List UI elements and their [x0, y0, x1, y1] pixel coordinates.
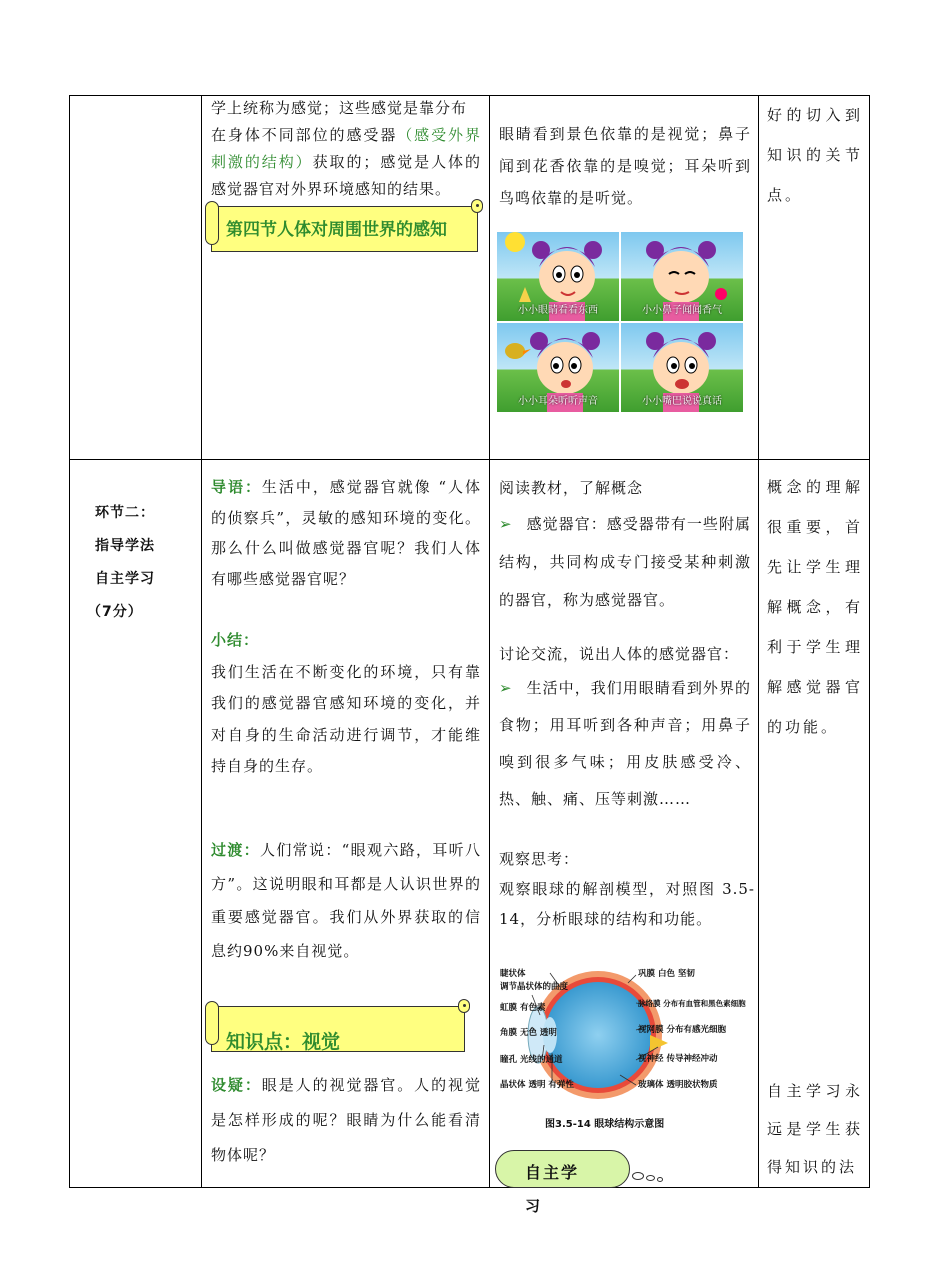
top-col3-text: 眼睛看到景色依靠的是视觉；鼻子闻到花香依靠的是嗅觉；耳朵听到鸟鸣依靠的是听觉。: [499, 125, 751, 207]
col-border-0: [69, 95, 70, 1188]
stage-line4: （7分）: [87, 604, 143, 620]
top-col2-green: （感受外界刺激的结构）: [211, 126, 481, 171]
label-pupil: 瞳孔 光线的通道: [500, 1055, 563, 1065]
picture-eyes: [497, 232, 619, 321]
bottom-col3-observe: [499, 844, 755, 934]
bottom-col4-text1: 概念的理解很重要，首先让学生理解概念，有利于学生理解感觉器官的功能。: [767, 478, 863, 736]
label-vitreous: 玻璃体 透明胶状物质: [638, 1080, 718, 1090]
label-iris: 虹膜 有色素: [500, 1003, 546, 1013]
col-border-2: [489, 95, 490, 1188]
stage-line2: 指导学法: [95, 538, 155, 554]
bullet2-text: 生活中，我们用眼睛看到外界的食物；用耳听到各种声音；用鼻子嗅到很多气味；用皮肤感受冷、热、触、痛、压等刺激……: [499, 679, 751, 808]
label-ciliary: 睫状体: [500, 969, 526, 979]
knowledge-banner-title: 知识点：视觉: [226, 1031, 341, 1053]
top-col4-text: 好的切入到知识的关节点。: [767, 106, 863, 204]
diagram-caption: 图3.5-14 眼球结构示意图: [545, 1119, 665, 1130]
section-banner-title: 第四节人体对周围世界的感知: [226, 220, 447, 240]
bottom-col3-bullet1: [499, 505, 751, 619]
cloud-bubble: [646, 1175, 655, 1181]
bottom-col4-text2: 自主学习永远是学生获得知识的法: [767, 1082, 863, 1176]
bottom-col2-transition: [211, 834, 481, 968]
top-col2-text: [211, 95, 481, 203]
col-border-1: [201, 95, 202, 1188]
bottom-col2-summary: [211, 625, 481, 783]
transition-label: 过渡：: [211, 841, 260, 859]
stage-line3: 自主学习: [95, 571, 155, 587]
label-optic-nerve: 视神经 传导神经冲动: [638, 1054, 718, 1064]
bottom-col2-question: [211, 1068, 481, 1173]
observe-text: 观察眼球的解剖模型，对照图 3.5-14，分析眼球的结构和功能。: [499, 880, 755, 928]
top-col2-line2: 在身体不同部位的感受器: [211, 126, 398, 144]
label-sclera: 巩膜 白色 坚韧: [638, 969, 695, 979]
picture-mouth-caption: 小小嘴巴说说真话: [642, 396, 722, 407]
observe-title: 观察思考：: [499, 850, 580, 868]
senses-picture-grid: [497, 232, 743, 412]
eyeball-diagram: [500, 965, 745, 1135]
col-border-4: [869, 95, 870, 1188]
col-border-3: [758, 95, 759, 1188]
transition-text: 人们常说：“眼观六路，耳听八方”。这说明眼和耳都是人认识世界的重要感觉器官。我们从外界获取的信息约90%来自视觉。: [211, 841, 481, 960]
label-retina: 视网膜 分布有感光细胞: [638, 1025, 726, 1035]
bullet-arrow-icon: ➢: [499, 679, 513, 697]
summary-label: 小结：: [211, 631, 260, 649]
bullet1-text: 感觉器官：感受器带有一些附属结构，共同构成专门接受某种刺激的器官，称为感觉器官。: [499, 515, 751, 609]
summary-text: 我们生活在不断变化的环境，只有靠我们的感觉器官感知环境的变化，并对自身的生命活动进行调节，才能维持自身的生存。: [211, 662, 481, 775]
bottom-col3-bullet2: [499, 670, 751, 818]
stage-label: [87, 497, 197, 629]
intro-text: 生活中，感觉器官就像 “人体的侦察兵”，灵敏的感知环境的变化。那么什么叫做感觉器官呢？我们人体有哪些感觉器官呢？: [211, 478, 481, 588]
label-cornea: 角膜 无色 透明: [500, 1028, 557, 1038]
question-text: 眼是人的视觉器官。人的视觉是怎样形成的呢？眼睛为什么能看清物体呢？: [211, 1076, 481, 1164]
intro-label: 导语：: [211, 478, 262, 496]
label-ciliary-fn: 调节晶状体的曲度: [500, 982, 569, 992]
picture-ears-caption: 小小耳朵听听声音: [518, 396, 598, 407]
label-lens: 晶状体 透明 有弹性: [500, 1080, 574, 1090]
overflow-char: 习: [525, 1197, 542, 1215]
question-label: 设疑：: [211, 1076, 262, 1094]
picture-mouth: [621, 323, 743, 412]
table-bottom-border: [69, 1187, 870, 1188]
picture-nose-caption: 小小鼻子闻闻香气: [642, 305, 722, 316]
bottom-col3-discuss: 讨论交流，说出人体的感觉器官：: [499, 645, 740, 663]
bottom-col3-read: 阅读教材，了解概念: [499, 479, 644, 497]
top-col2-line1: 学上统称为感觉；这些感觉是靠分布: [211, 99, 468, 117]
self-study-cloud-text: 自主学: [525, 1163, 580, 1182]
bullet-arrow-icon: ➢: [499, 515, 513, 533]
top-col2-rest: 获取的；感觉是人体的感觉器官对外界环境感知的结果。: [211, 153, 481, 198]
stage-line1: 环节二：: [95, 505, 155, 521]
cloud-bubble: [657, 1177, 663, 1182]
label-choroid: 脉络膜 分布有血管和黑色素细胞: [638, 999, 746, 1008]
row-divider: [69, 459, 870, 460]
bottom-col2-intro: [211, 472, 481, 594]
picture-eyes-caption: 小小眼睛看看东西: [518, 305, 598, 316]
picture-ears: [497, 323, 619, 412]
cloud-bubble: [632, 1172, 644, 1180]
picture-nose: [621, 232, 743, 321]
